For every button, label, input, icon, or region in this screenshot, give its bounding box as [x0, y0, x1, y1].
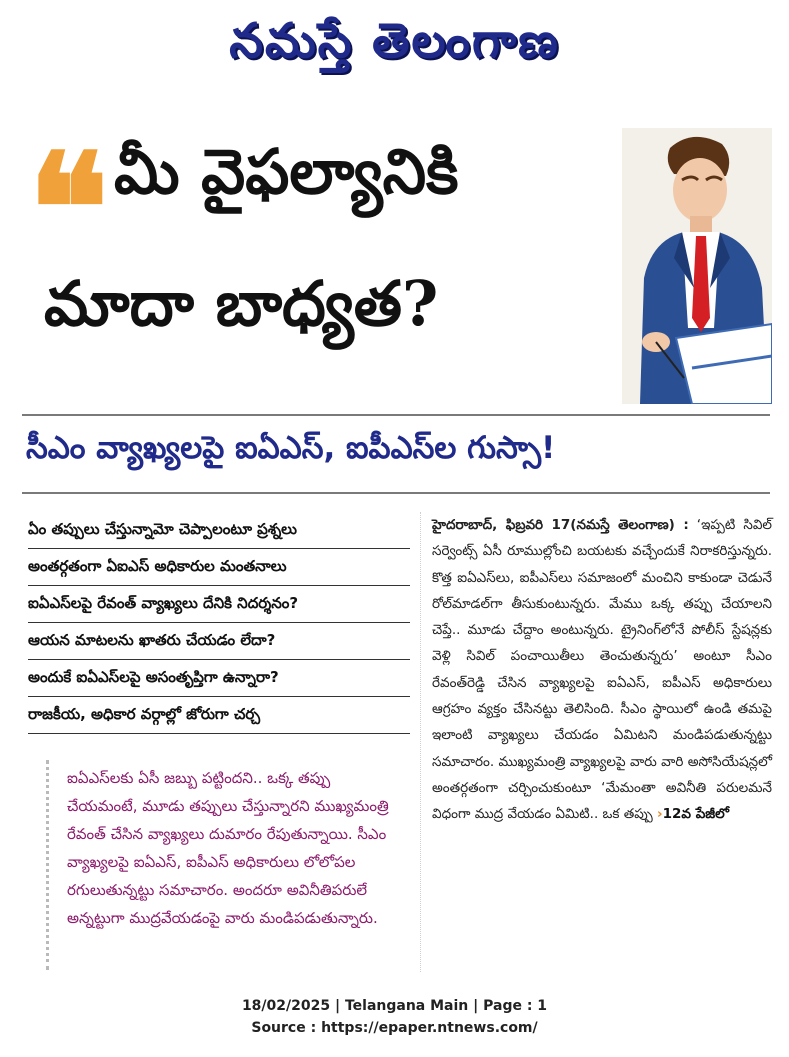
quote-mark-icon: ❝: [28, 121, 109, 297]
chevron-right-icon: ›: [657, 806, 663, 823]
subheadline-divider: [22, 492, 770, 494]
newspaper-masthead: నమస్తే తెలంగాణ: [229, 13, 560, 69]
list-item: రాజకీయ, అధికార వర్గాల్లో జోరుగా చర్చ: [28, 697, 410, 734]
subheadline: సీఎం వ్యాఖ్యలపై ఐఏఎస్, ఐపీఎస్‌ల గుస్సా!: [26, 430, 556, 466]
list-item: ఏం తప్పులు చేస్తున్నామో చెప్పాలంటూ ప్రశ్నలు: [28, 512, 410, 549]
continued-link[interactable]: [657, 806, 729, 822]
article-text: ‘ఇప్పటి సివిల్ సర్వెంట్స్ ఏసీ రూముల్లోంచి బయటకు వచ్చేందుకే నిరాకరిస్తున్నరు. కొత్త ఐఏఎస్‌లు, ఐపీఎస్‌లు సమాజంలో మంచిని కాకుండా చెడునే రోల్‌మాడల్‌గా తీసుకుంటున్నరు. మేము ఒక్క తప్పు చేయాలని చెప్తే.. మూడు చేద్దాం అంటున్నరు. ట్రైనింగ్‌లోనే పోలీస్ స్టేషన్లకు వెళ్లి సివిల్ పంచాయితీలు తెంచుతున్నరు’ అంటూ సీఎం రేవంత్‌రెడ్డి చేసిన వ్యాఖ్యలపై ఐఏఎస్, ఐపీఎస్ అధికారులు ఆగ్రహం వ్యక్తం చేసినట్టు తెలిసింది. సీఎం స్థాయిలో ఉండి తమపై ఇలాంటి వ్యాఖ్యలు చేయడం ఏమిటని మండిపడుతున్నట్టు సమాచారం. ముఖ్యమంత్రి వ్యాఖ్యలపై వారు వారి అసోసియేషన్లలో అంతర్గతంగా చర్చించుకుంటూ ‘మేమంతా అవినీతి పరులమనే విధంగా ముద్ర వేయడం ఏమిటి.. ఒక తప్పు: [432, 517, 772, 823]
column-divider: [420, 512, 421, 972]
list-item: ఆయన మాటలను ఖాతరు చేయడం లేదా?: [28, 623, 410, 660]
man-writing-illustration: [622, 128, 772, 404]
intro-box: [46, 760, 401, 970]
footer-date-line: 18/02/2025 | Telangana Main | Page : 1: [241, 998, 548, 1014]
list-item: ఐఏఎస్‌లపై రేవంత్ వ్యాఖ్యలు దేనికి నిదర్శనం?: [28, 586, 410, 623]
footer-source-line: Source : https://epaper.ntnews.com/: [251, 1020, 538, 1036]
highlights-list: [28, 512, 410, 734]
headline-line-1: మీ వైఫల్యానికి: [114, 135, 459, 208]
headline-line-2: మాదా బాధ్యత?: [44, 267, 439, 340]
article-body: [432, 512, 772, 828]
list-item: అంతర్గతంగా ఏఐఎస్ అధికారుల మంతనాలు: [28, 549, 410, 586]
continued-label: 12వ పేజీలో: [662, 806, 730, 823]
list-item: అందుకే ఐఏఎస్‌లపై అసంతృప్తిగా ఉన్నారా?: [28, 660, 410, 697]
headline-divider: [22, 414, 770, 416]
headline-block: [18, 118, 618, 408]
dateline: హైదరాబాద్, ఫిబ్రవరి 17(నమస్తే తెలంగాణ) :: [432, 517, 689, 533]
intro-text: ఐఏఎస్‌లకు ఏసీ జబ్బు పట్టిందని.. ఒక్క తప్పు చేయమంటే, మూడు తప్పులు చేస్తున్నారని ముఖ్యమంత్రి రేవంత్ చేసిన వ్యాఖ్యలు దుమారం రేపుతున్నాయి. సీఎం వ్యాఖ్యలపై ఐఏఎస్, ఐపీఎస్ అధికారులు లోలోపల రగులుతున్నట్టు సమాచారం. అందరూ అవినీతిపరులే అన్నట్టుగా ముద్రవేయడంపై వారు మండిపడుతున్నారు.: [67, 769, 389, 927]
headline: [44, 126, 634, 350]
